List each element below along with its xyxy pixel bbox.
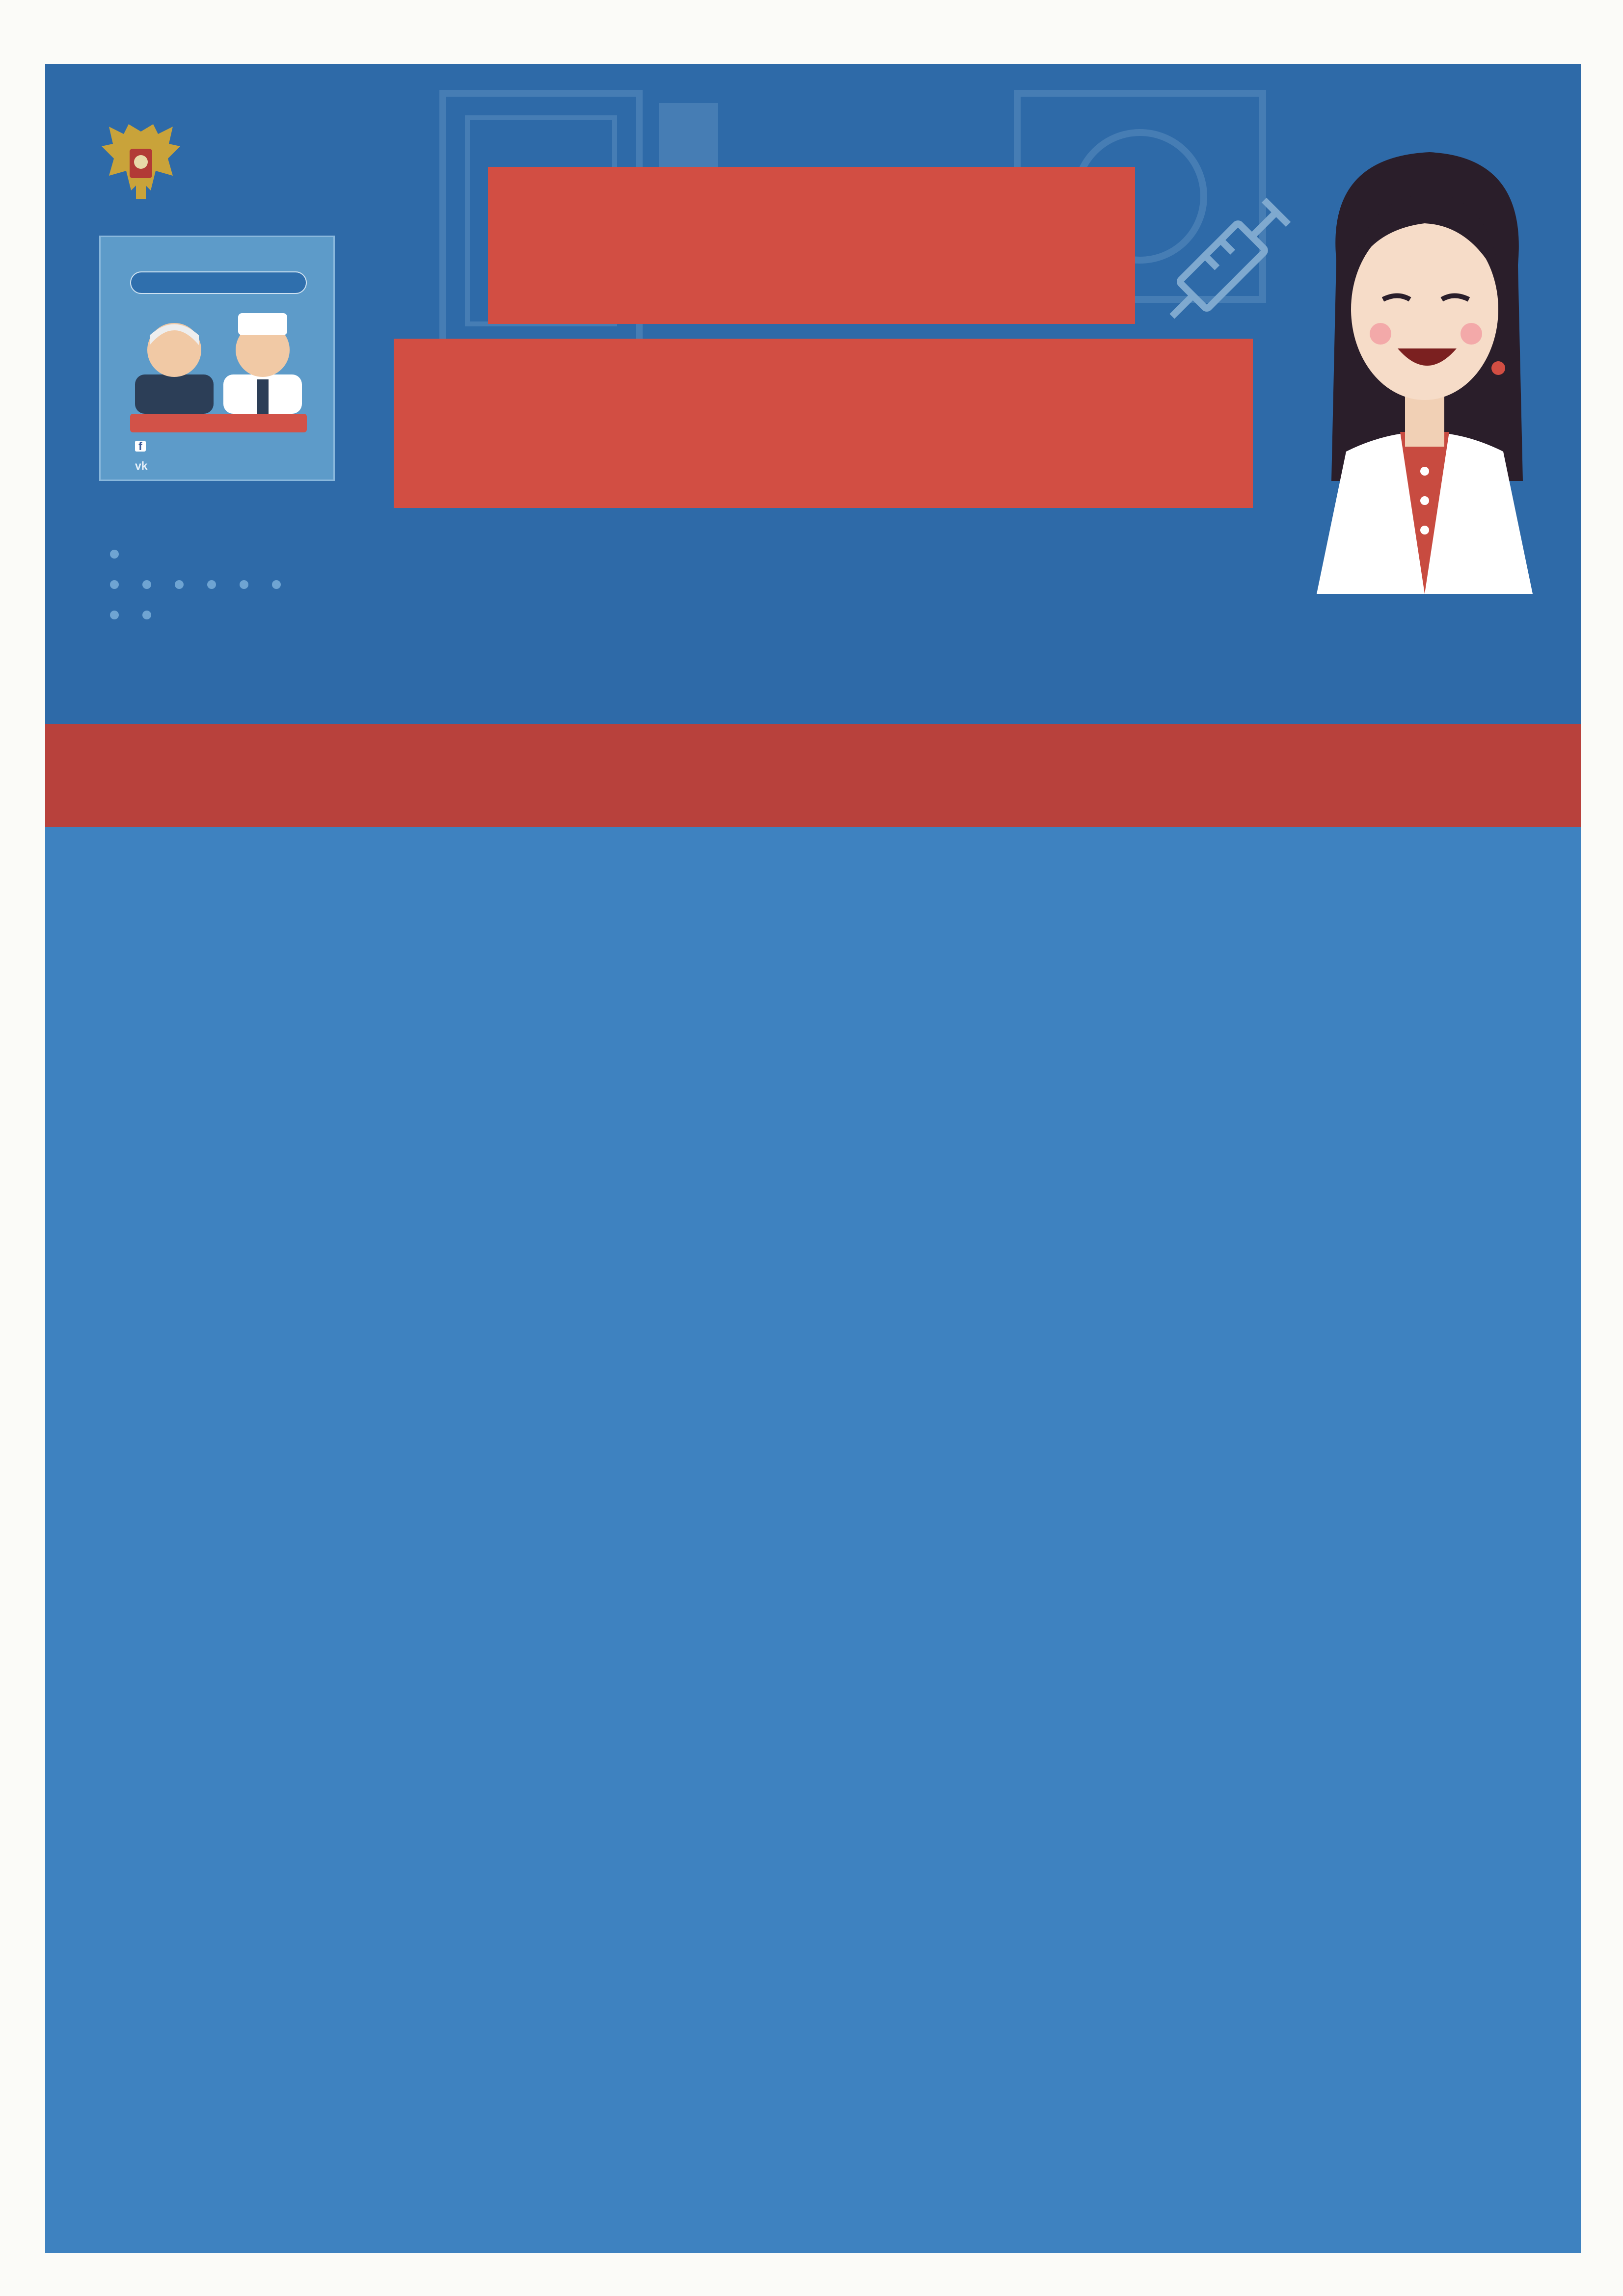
vk-icon: vk [135, 459, 148, 472]
bullet-icon [175, 580, 184, 589]
ministry-emblem-icon [99, 122, 183, 208]
bullet-icon [142, 580, 151, 589]
doctors-illustration [120, 301, 317, 414]
syringe-icon [1145, 182, 1307, 344]
free-for-citizens-banner [45, 724, 1581, 827]
vk-link[interactable] [135, 459, 151, 473]
bullet-icon [110, 550, 119, 559]
doctor-woman-icon [1302, 137, 1547, 594]
title-vaccinations [394, 339, 1253, 508]
poster [45, 64, 1581, 2253]
title-important [488, 167, 1135, 324]
bullet-icon [272, 580, 281, 589]
bullet-icon [240, 580, 248, 589]
intro-text [98, 537, 1522, 629]
bullet-icon [142, 611, 151, 619]
header [45, 64, 1581, 724]
bullet-icon [110, 580, 119, 589]
bullet-icon [207, 580, 216, 589]
pilot-project-name [130, 271, 307, 294]
join-button[interactable] [130, 414, 307, 432]
facebook-icon: f [135, 441, 146, 452]
pilot-project-card [99, 236, 335, 481]
bullet-icon [110, 611, 119, 619]
facebook-link[interactable] [135, 440, 149, 453]
